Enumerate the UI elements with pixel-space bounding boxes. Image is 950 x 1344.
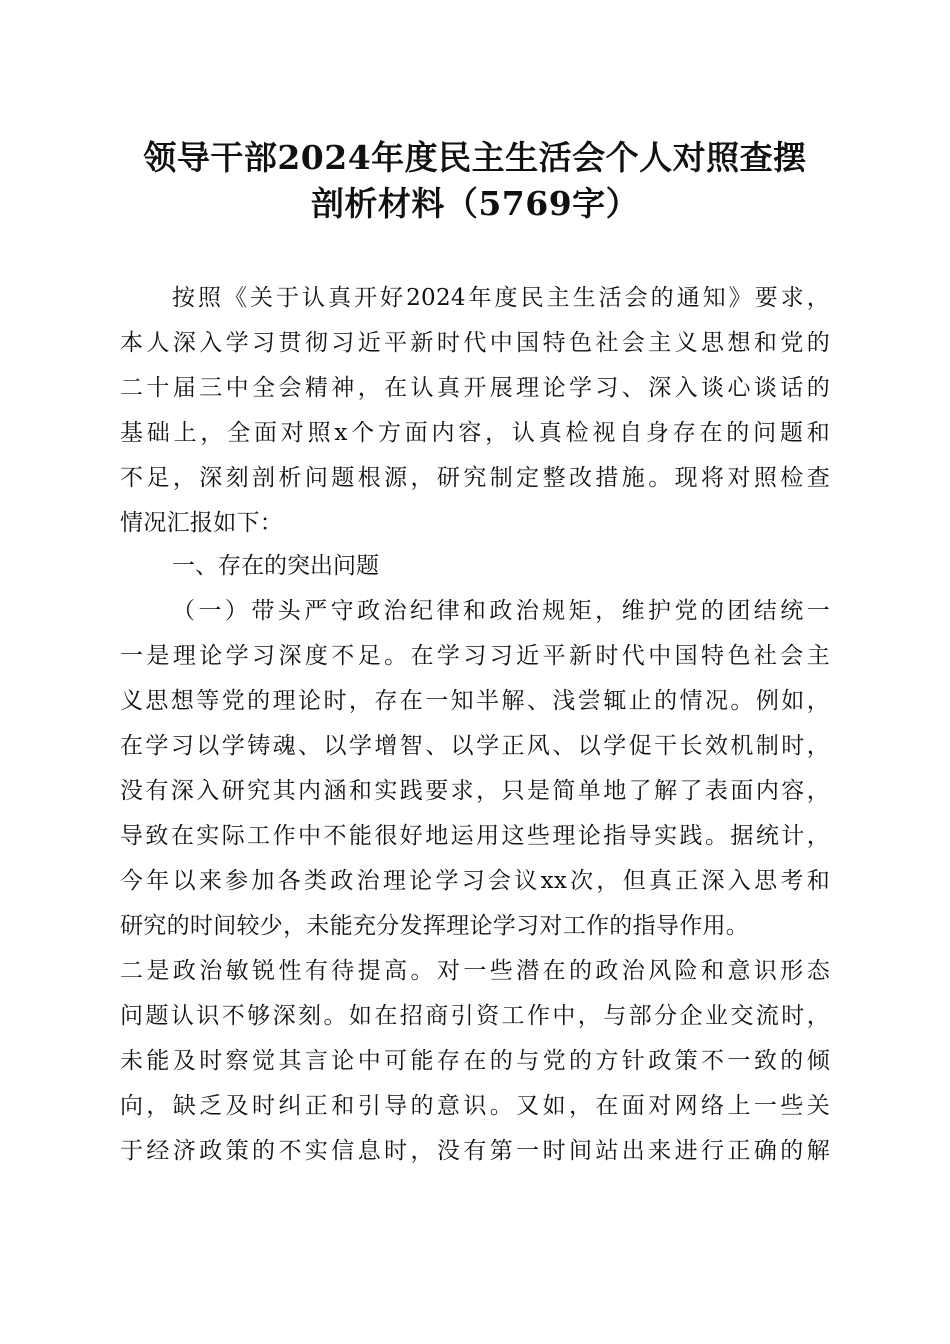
document-title-line-1: 领导干部2024年度民主生活会个人对照查摆	[143, 138, 807, 177]
body-paragraph-line: 研究的时间较少，未能充分发挥理论学习对工作的指导作用。	[120, 913, 750, 939]
body-paragraph-line: 今年以来参加各类政治理论学习会议xx次，但真正深入思考和	[120, 868, 830, 894]
body-paragraph-line: 在学习以学铸魂、以学增智、以学正风、以学促干长效机制时，	[120, 733, 830, 759]
intro-paragraph-line: 按照《关于认真开好2024年度民主生活会的通知》要求，	[172, 285, 830, 311]
subsection-heading: （一）带头严守政治纪律和政治规矩，维护党的团结统一	[172, 598, 830, 624]
intro-paragraph-line: 不足，深刻剖析问题根源，研究制定整改措施。现将对照检查	[120, 465, 830, 491]
body-paragraph-line: 义思想等党的理论时，存在一知半解、浅尝辄止的情况。例如，	[120, 688, 830, 714]
intro-paragraph-line: 情况汇报如下：	[120, 510, 284, 536]
body-paragraph-line: 未能及时察觉其言论中可能存在的与党的方针政策不一致的倾	[120, 1048, 830, 1074]
body-paragraph-line: 导致在实际工作中不能很好地运用这些理论指导实践。据统计，	[120, 823, 830, 849]
intro-paragraph-line: 基础上，全面对照x个方面内容，认真检视自身存在的问题和	[120, 420, 830, 446]
body-paragraph-line: 二是政治敏锐性有待提高。对一些潜在的政治风险和意识形态	[120, 958, 830, 984]
intro-paragraph-line: 本人深入学习贯彻习近平新时代中国特色社会主义思想和党的	[120, 330, 830, 356]
body-paragraph-line: 一是理论学习深度不足。在学习习近平新时代中国特色社会主	[120, 643, 830, 669]
body-paragraph-line: 于经济政策的不实信息时，没有第一时间站出来进行正确的解	[120, 1138, 830, 1164]
document-title-line-2: 剖析材料（5769字）	[310, 184, 640, 223]
body-paragraph-line: 问题认识不够深刻。如在招商引资工作中，与部分企业交流时，	[120, 1003, 830, 1029]
body-paragraph-line: 向，缺乏及时纠正和引导的意识。又如，在面对网络上一些关	[120, 1093, 830, 1119]
intro-paragraph-line: 二十届三中全会精神，在认真开展理论学习、深入谈心谈话的	[120, 375, 830, 401]
body-paragraph-line: 没有深入研究其内涵和实践要求，只是简单地了解了表面内容，	[120, 778, 830, 804]
section-heading: 一、存在的突出问题	[172, 553, 379, 579]
